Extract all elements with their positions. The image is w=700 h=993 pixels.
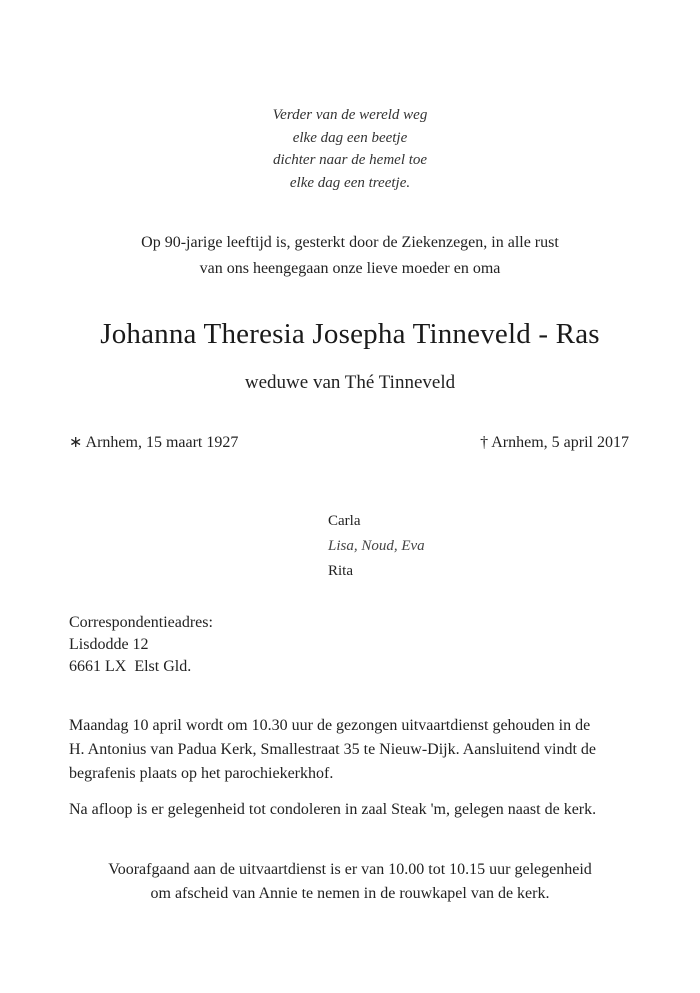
farewell-line: Voorafgaand aan de uitvaartdienst is er van 10.00 tot 10.15 uur gelegenheid (108, 861, 592, 878)
condolence-info: Na afloop is er gelegenheid tot condoleren in zaal Steak 'm, gelegen naast de kerk. (69, 801, 597, 818)
intro-text (0, 230, 700, 282)
grandchildren: Lisa, Noud, Eva (328, 538, 425, 554)
correspondence-label: Correspondentieadres: (69, 614, 213, 631)
poem-line: elke dag een beetje (292, 129, 408, 146)
poem-line: dichter naar de hemel toe (272, 152, 428, 168)
farewell-line: om afscheid van Annie te nemen in de rouwkapel van de kerk. (150, 885, 550, 902)
farewell-info (0, 858, 700, 906)
deceased-name: Johanna Theresia Josepha Tinneveld - Ras (100, 318, 600, 350)
correspondence-address (69, 612, 213, 678)
death-date: † Arnhem, 5 april 2017 (480, 434, 629, 451)
funeral-service-info (69, 714, 639, 786)
widow-of: weduwe van Thé Tinneveld (244, 372, 456, 393)
poem-line: elke dag een treetje. (289, 174, 411, 191)
poem-line: Verder van de wereld weg (272, 107, 428, 123)
service-line: begrafenis plaats op het parochiekerkhof. (69, 765, 334, 782)
birth-date: ∗ Arnhem, 15 maart 1927 (69, 434, 239, 451)
service-line: H. Antonius van Padua Kerk, Smallestraat 35 te Nieuw-Dijk. Aansluitend vindt de (69, 741, 597, 758)
address-street: Lisdodde 12 (69, 636, 149, 653)
poem (0, 104, 700, 194)
address-city: 6661 LX Elst Gld. (69, 658, 192, 675)
service-line: Maandag 10 april wordt om 10.30 uur de gezongen uitvaartdienst gehouden in de (69, 717, 591, 734)
intro-line: Op 90-jarige leeftijd is, gesterkt door de Ziekenzegen, in alle rust (141, 234, 559, 251)
family-member: Rita (328, 563, 353, 579)
family-member: Carla (328, 513, 361, 529)
family-list (328, 509, 425, 584)
intro-line: van ons heengegaan onze lieve moeder en oma (199, 260, 501, 277)
